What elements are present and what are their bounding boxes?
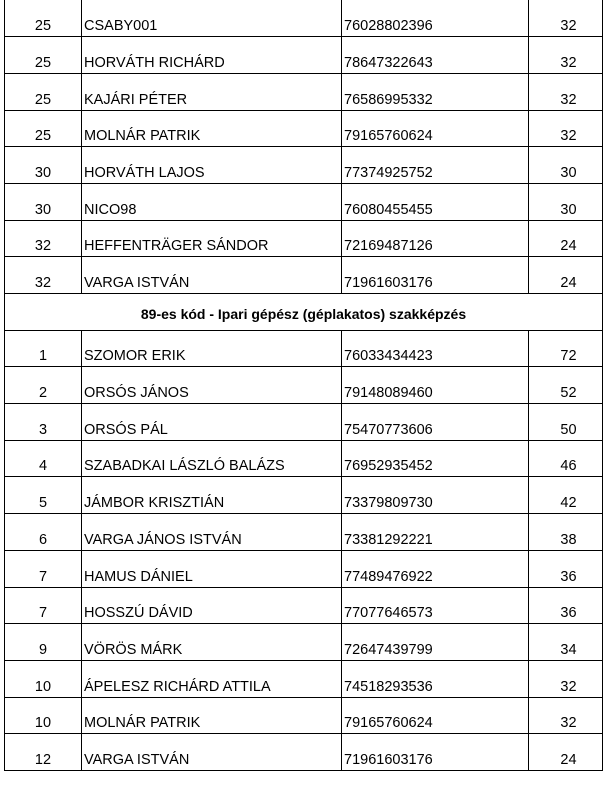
code-cell: 77489476922 — [342, 550, 529, 587]
rank-cell: 6 — [5, 514, 82, 551]
table-row — [5, 183, 603, 220]
table-row — [5, 734, 603, 771]
score-cell: 24 — [529, 220, 603, 257]
name-cell: VARGA ISTVÁN — [82, 734, 342, 771]
name-cell: ORSÓS JÁNOS — [82, 367, 342, 404]
rank-cell: 25 — [5, 110, 82, 147]
code-cell: 75470773606 — [342, 404, 529, 441]
code-cell: 73379809730 — [342, 477, 529, 514]
name-cell: HEFFENTRÄGER SÁNDOR — [82, 220, 342, 257]
name-cell: HORVÁTH LAJOS — [82, 147, 342, 184]
table-row — [5, 587, 603, 624]
score-cell: 52 — [529, 367, 603, 404]
score-cell: 30 — [529, 183, 603, 220]
rank-cell: 10 — [5, 660, 82, 697]
score-cell: 42 — [529, 477, 603, 514]
rank-cell: 12 — [5, 734, 82, 771]
score-cell: 24 — [529, 257, 603, 294]
rank-cell: 10 — [5, 697, 82, 734]
score-cell: 34 — [529, 624, 603, 661]
score-cell: 38 — [529, 514, 603, 551]
table-row — [5, 330, 603, 367]
name-cell: HORVÁTH RICHÁRD — [82, 37, 342, 74]
name-cell: SZABADKAI LÁSZLÓ BALÁZS — [82, 440, 342, 477]
section-title: 89-es kód - Ipari gépész (géplakatos) szakképzés — [5, 294, 603, 331]
rank-cell: 1 — [5, 330, 82, 367]
section-header-row — [5, 294, 603, 331]
code-cell: 79148089460 — [342, 367, 529, 404]
rank-cell: 5 — [5, 477, 82, 514]
code-cell: 76028802396 — [342, 0, 529, 37]
score-cell: 36 — [529, 550, 603, 587]
rank-cell: 25 — [5, 0, 82, 37]
rank-cell: 25 — [5, 37, 82, 74]
name-cell: NICO98 — [82, 183, 342, 220]
table-row — [5, 660, 603, 697]
name-cell: HOSSZÚ DÁVID — [82, 587, 342, 624]
rank-cell: 32 — [5, 220, 82, 257]
rank-cell: 7 — [5, 587, 82, 624]
code-cell: 77374925752 — [342, 147, 529, 184]
code-cell: 79165760624 — [342, 110, 529, 147]
table-row — [5, 0, 603, 37]
code-cell: 71961603176 — [342, 257, 529, 294]
score-cell: 24 — [529, 734, 603, 771]
code-cell: 72169487126 — [342, 220, 529, 257]
rank-cell: 30 — [5, 147, 82, 184]
table-row — [5, 404, 603, 441]
code-cell: 76586995332 — [342, 73, 529, 110]
code-cell: 76080455455 — [342, 183, 529, 220]
name-cell: SZOMOR ERIK — [82, 330, 342, 367]
score-cell: 50 — [529, 404, 603, 441]
table-row — [5, 550, 603, 587]
score-cell: 46 — [529, 440, 603, 477]
code-cell: 78647322643 — [342, 37, 529, 74]
table-row — [5, 110, 603, 147]
rank-cell: 4 — [5, 440, 82, 477]
code-cell: 72647439799 — [342, 624, 529, 661]
results-table-body — [5, 0, 603, 770]
name-cell: VÖRÖS MÁRK — [82, 624, 342, 661]
code-cell: 71961603176 — [342, 734, 529, 771]
score-cell: 32 — [529, 0, 603, 37]
results-table — [4, 0, 603, 771]
table-row — [5, 477, 603, 514]
table-row — [5, 514, 603, 551]
rank-cell: 2 — [5, 367, 82, 404]
score-cell: 30 — [529, 147, 603, 184]
score-cell: 32 — [529, 697, 603, 734]
rank-cell: 9 — [5, 624, 82, 661]
name-cell: ORSÓS PÁL — [82, 404, 342, 441]
name-cell: ÁPELESZ RICHÁRD ATTILA — [82, 660, 342, 697]
rank-cell: 3 — [5, 404, 82, 441]
score-cell: 32 — [529, 73, 603, 110]
code-cell: 79165760624 — [342, 697, 529, 734]
table-row — [5, 73, 603, 110]
score-cell: 32 — [529, 37, 603, 74]
score-cell: 36 — [529, 587, 603, 624]
table-row — [5, 367, 603, 404]
name-cell: MOLNÁR PATRIK — [82, 110, 342, 147]
code-cell: 76952935452 — [342, 440, 529, 477]
table-row — [5, 220, 603, 257]
rank-cell: 32 — [5, 257, 82, 294]
name-cell: VARGA ISTVÁN — [82, 257, 342, 294]
code-cell: 73381292221 — [342, 514, 529, 551]
table-row — [5, 37, 603, 74]
table-row — [5, 697, 603, 734]
rank-cell: 30 — [5, 183, 82, 220]
rank-cell: 7 — [5, 550, 82, 587]
score-cell: 32 — [529, 110, 603, 147]
table-row — [5, 624, 603, 661]
table-row — [5, 257, 603, 294]
score-cell: 32 — [529, 660, 603, 697]
name-cell: KAJÁRI PÉTER — [82, 73, 342, 110]
code-cell: 74518293536 — [342, 660, 529, 697]
code-cell: 77077646573 — [342, 587, 529, 624]
name-cell: HAMUS DÁNIEL — [82, 550, 342, 587]
name-cell: CSABY001 — [82, 0, 342, 37]
code-cell: 76033434423 — [342, 330, 529, 367]
name-cell: MOLNÁR PATRIK — [82, 697, 342, 734]
name-cell: VARGA JÁNOS ISTVÁN — [82, 514, 342, 551]
name-cell: JÁMBOR KRISZTIÁN — [82, 477, 342, 514]
results-sheet — [4, 0, 602, 771]
score-cell: 72 — [529, 330, 603, 367]
table-row — [5, 440, 603, 477]
table-row — [5, 147, 603, 184]
rank-cell: 25 — [5, 73, 82, 110]
